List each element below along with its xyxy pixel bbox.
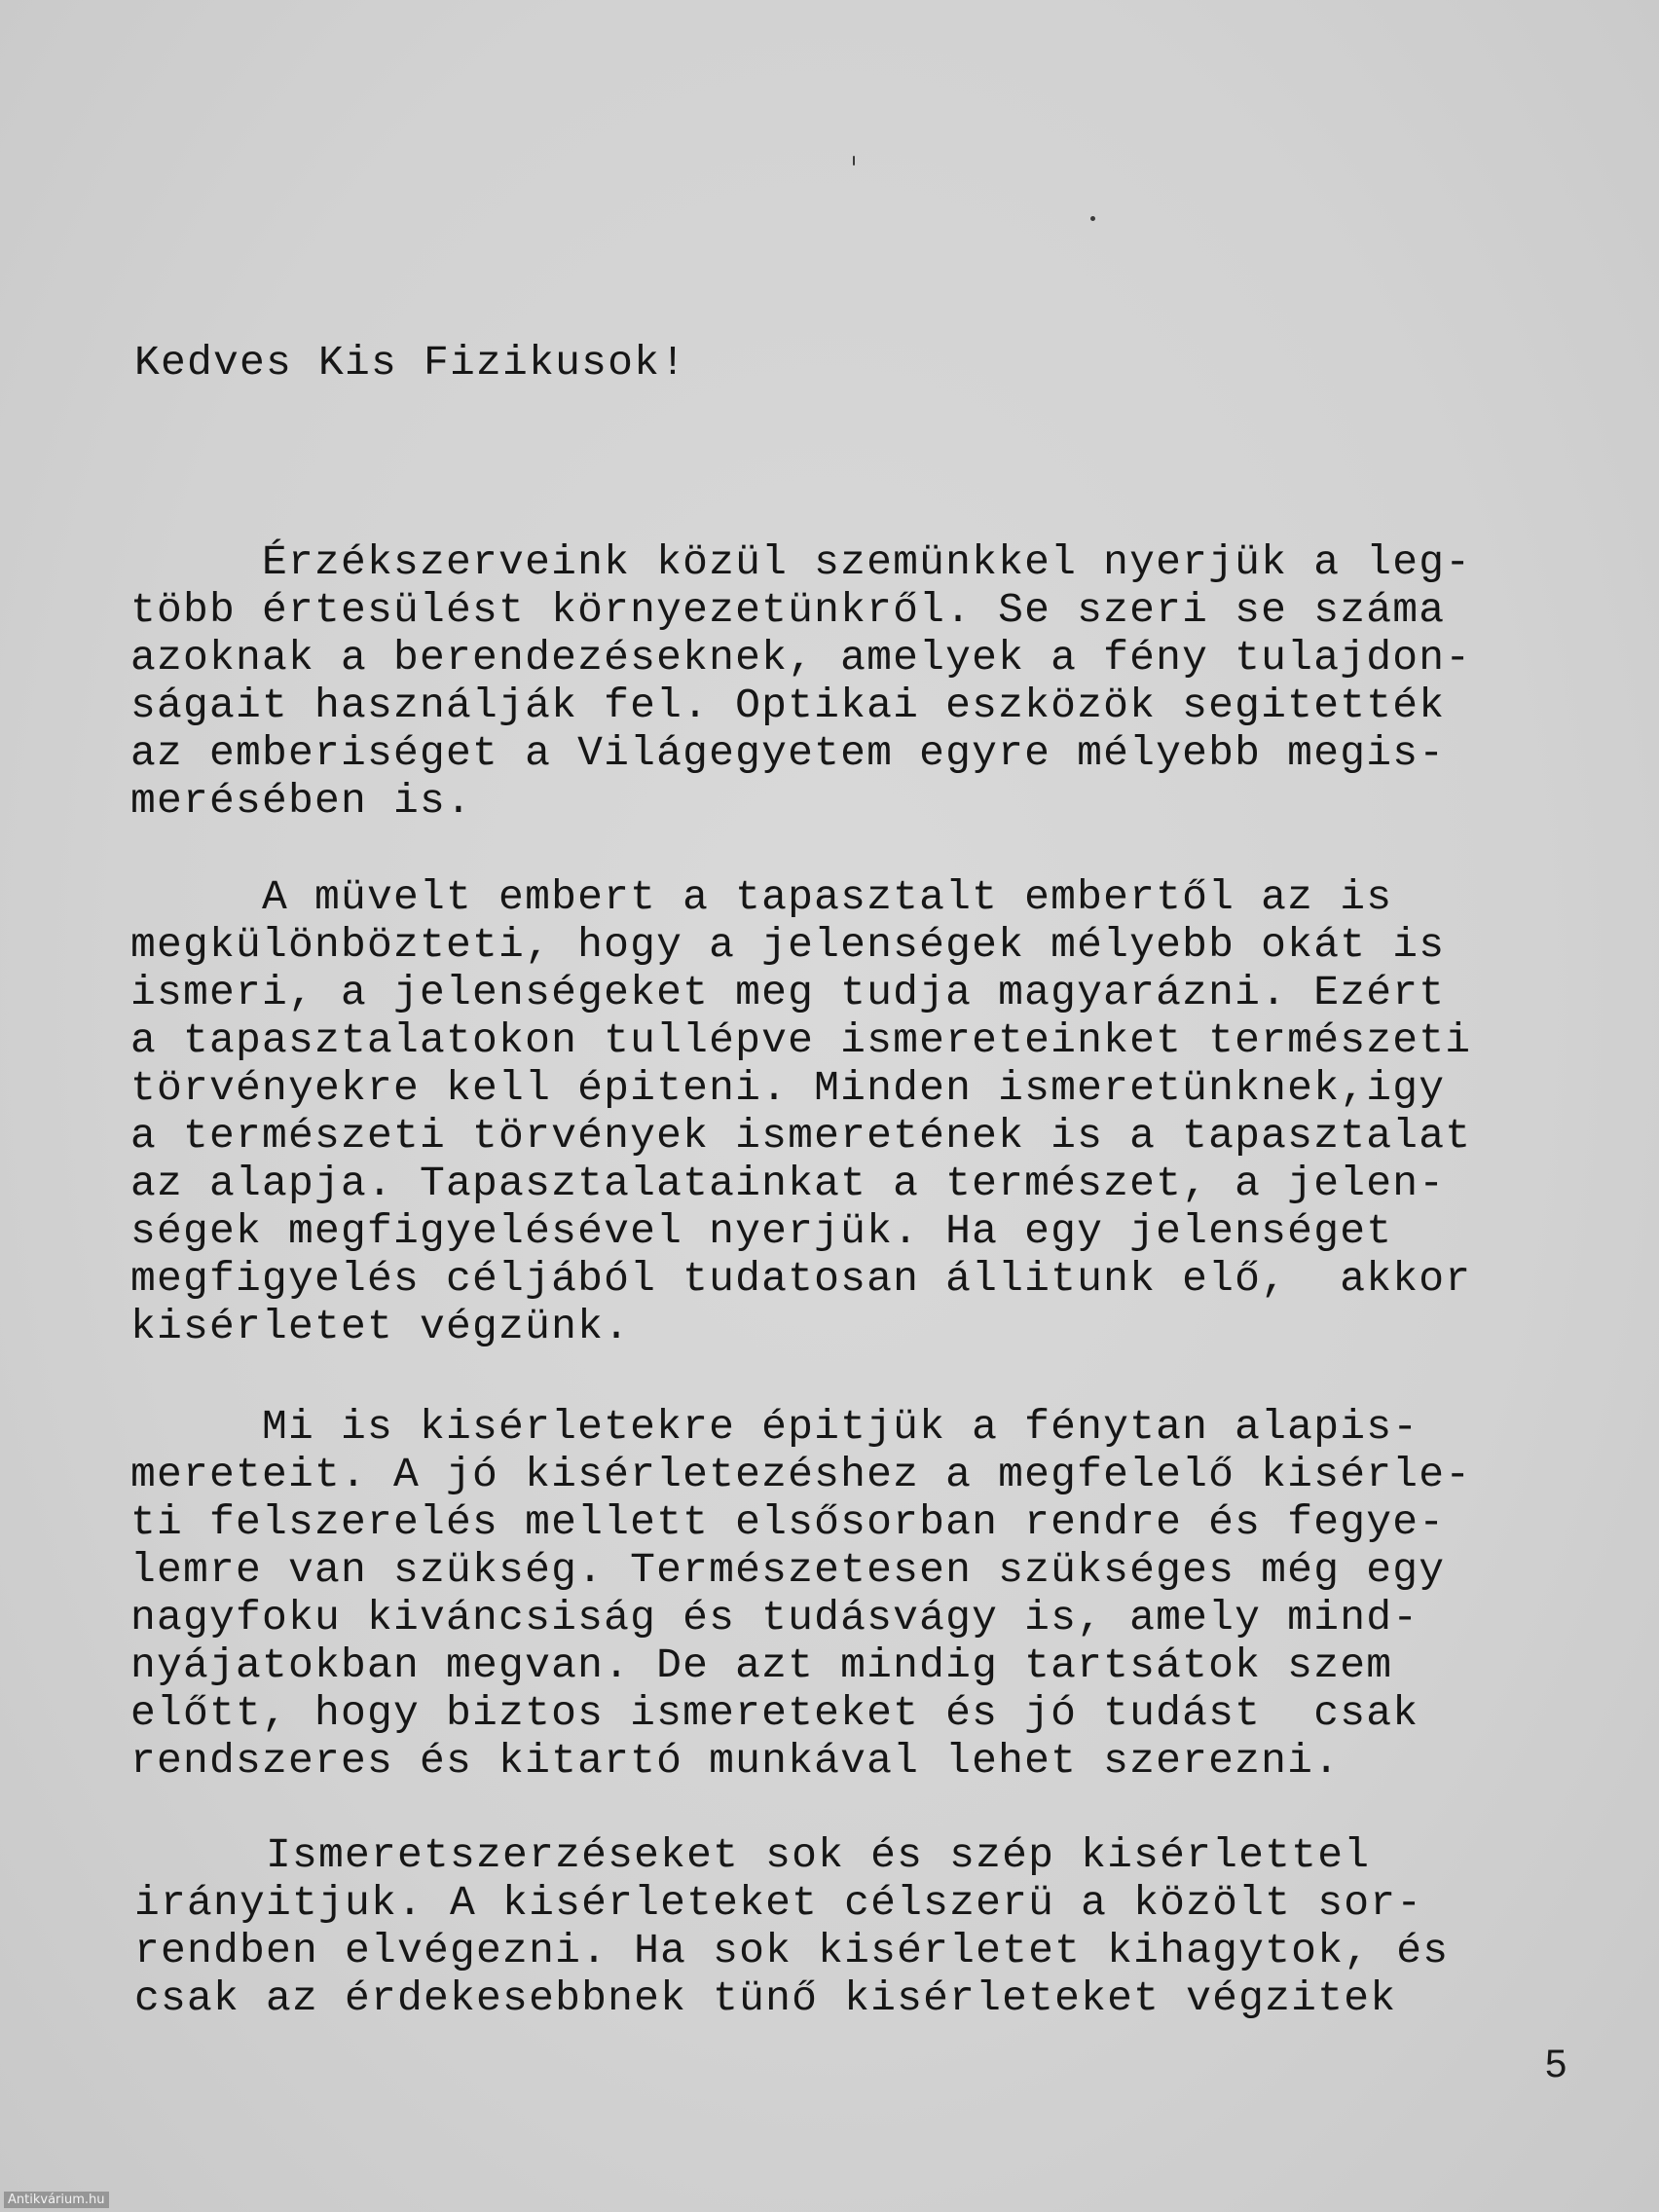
watermark: Antikvárium.hu xyxy=(4,2192,109,2208)
text-line: több értesülést környezetünkről. Se szeri se száma xyxy=(130,586,1446,634)
page-number: 5 xyxy=(1545,2043,1567,2085)
paragraph-2 xyxy=(130,873,1471,1350)
text-line: Ismeretszerzéseket sok és szép kisérlettel xyxy=(134,1831,1371,1879)
text-line: csak az érdekesebbnek tünő kisérleteket végzitek xyxy=(134,1974,1397,2022)
text-line: azoknak a berendezéseknek, amelyek a fény tulajdon- xyxy=(130,634,1472,682)
text-line: A müvelt embert a tapasztalt embertől az is xyxy=(130,873,1393,921)
text-line: rendben elvégezni. Ha sok kisérletet kihagytok, és xyxy=(134,1927,1450,1974)
text-line: előtt, hogy biztos ismereteket és jó tudást csak xyxy=(130,1689,1419,1737)
text-line: nyájatokban megvan. De azt mindig tartsátok szem xyxy=(130,1641,1393,1689)
text-line: kisérletet végzünk. xyxy=(130,1303,631,1350)
text-line: ismeri, a jelenségeket meg tudja magyarázni. Ezért xyxy=(130,969,1446,1016)
text-line: törvényekre kell épiteni. Minden ismeretünknek,igy xyxy=(130,1064,1446,1112)
greeting: Kedves Kis Fizikusok! xyxy=(134,339,687,387)
text-line: mereteit. A jó kisérletezéshez a megfelelő kisérle- xyxy=(130,1451,1472,1498)
text-line: ti felszerelés mellett elsősorban rendre és fegye- xyxy=(130,1498,1446,1546)
text-line: lemre van szükség. Természetesen szükséges még egy xyxy=(130,1546,1446,1594)
text-line: merésében is. xyxy=(130,777,473,825)
paragraph-3 xyxy=(130,1403,1471,1785)
paragraph-4 xyxy=(134,1831,1449,2022)
text-line: az emberiséget a Világegyetem egyre mélyebb megis- xyxy=(130,729,1446,777)
text-line: a természeti törvények ismeretének is a tapasztalat xyxy=(130,1112,1472,1160)
text-line: az alapja. Tapasztalatainkat a természet, a jelen- xyxy=(130,1160,1446,1207)
dust-speck xyxy=(853,156,855,166)
text-line: Érzékszerveink közül szemünkkel nyerjük a leg- xyxy=(130,538,1472,586)
text-line: irányitjuk. A kisérleteket célszerü a közölt sor- xyxy=(134,1879,1423,1927)
paragraph-1 xyxy=(130,538,1471,825)
text-line: rendszeres és kitartó munkával lehet szerezni. xyxy=(130,1737,1341,1785)
dust-speck xyxy=(1090,216,1095,221)
text-line: Mi is kisérletekre épitjük a fénytan alapis- xyxy=(130,1403,1419,1451)
text-line: nagyfoku kiváncsiság és tudásvágy is, amely mind- xyxy=(130,1594,1419,1641)
text-line: megkülönbözteti, hogy a jelenségek mélyebb okát is xyxy=(130,921,1446,969)
text-line: megfigyelés céljából tudatosan állitunk elő, akkor xyxy=(130,1255,1472,1303)
text-line: ságait használják fel. Optikai eszközök segitették xyxy=(130,682,1446,729)
text-line: ségek megfigyelésével nyerjük. Ha egy jelenséget xyxy=(130,1207,1393,1255)
text-line: a tapasztalatokon tullépve ismereteinket természeti xyxy=(130,1016,1472,1064)
